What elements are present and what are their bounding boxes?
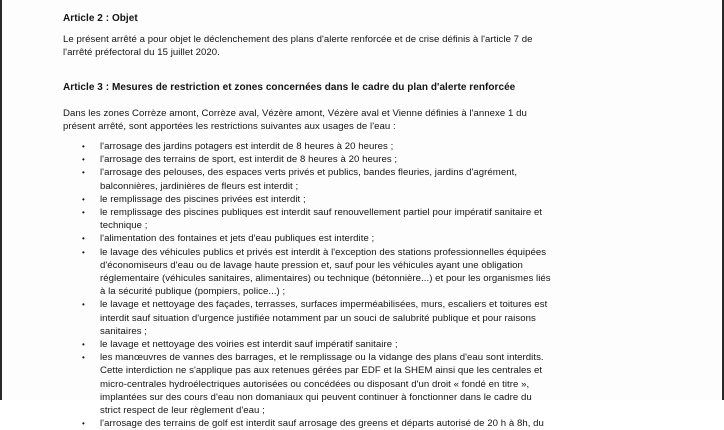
restriction-item-line: d'économiseurs d'eau ou de lavage haute pression et, sauf pour les véhicules ayant une obligation (100, 259, 523, 271)
article-3-intro-line: Dans les zones Corrèze amont, Corrèze aval, Vézère amont, Vézère aval et Vienne définies à l'annexe 1 du (63, 108, 527, 119)
restriction-item-line: les manœuvres de vannes des barrages, et le remplissage ou la vidange des plans d'eau sont interdits. (100, 352, 544, 364)
restriction-item (82, 298, 602, 338)
restriction-item-line: sanitaires ; (100, 325, 147, 337)
bullet-icon: • (82, 419, 85, 429)
restriction-list (82, 140, 602, 430)
restriction-item-line: Cette interdiction ne s'applique pas aux retenues gérées par EDF et la SHEM ainsi que les centrales et (100, 365, 543, 377)
restriction-item-line: implantées sur des cours d'eau non domaniaux qui peuvent continuer à fonctionner dans le cadre du (100, 391, 532, 403)
bullet-icon: • (82, 234, 85, 244)
restriction-item (82, 193, 602, 206)
article-2-heading: Article 2 : Objet (63, 13, 138, 24)
restriction-item-line: l'arrosage des terrains de sport, est interdit de 8 heures à 20 heures ; (100, 154, 398, 166)
article-2-text (63, 33, 563, 59)
restriction-item (82, 351, 602, 417)
bullet-icon: • (82, 194, 85, 204)
restriction-item (82, 153, 602, 166)
restriction-item (82, 166, 602, 192)
bullet-icon: • (82, 208, 85, 218)
restriction-item-line: réglementaire (véhicules sanitaires, alimentaires) ou technique (bétonnière...) et pour les organismes liés (100, 273, 551, 285)
restriction-item (82, 338, 602, 351)
restriction-item-line: le remplissage des piscines privées est interdit ; (100, 193, 306, 205)
article-2-line: Le présent arrêté a pour objet le déclenchement des plans d'alerte renforcée et de crise définis à l'article 7 de (63, 34, 533, 45)
restriction-item-line: strict respect de leur règlement d'eau ; (100, 405, 265, 417)
restriction-item-line: l'alimentation des fontaines et jets d'eau publiques est interdite ; (100, 233, 375, 245)
restriction-item-line: l'arrosage des terrains de golf est interdit sauf arrosage des greens et départs autorisé de 20 h à 8h, du (100, 418, 544, 430)
scan-left-edge (0, 0, 2, 400)
restriction-item-line: micro-centrales hydroélectriques autorisées ou concédées ou disposant d'un droit « fondé en titre », (100, 378, 530, 390)
article-3-intro-line: présent arrêté, sont apportées les restrictions suivantes aux usages de l'eau : (63, 121, 396, 133)
restriction-item-line: le lavage des véhicules publics et privés est interdit à l'exception des stations professionnelles équipées (100, 246, 547, 258)
restriction-item-line: le lavage et nettoyage des façades, terrasses, surfaces imperméabilisées, murs, escaliers et toitures est (100, 299, 548, 311)
restriction-item-line: l'arrosage des pelouses, des espaces verts privés et publics, bandes fleuries, jardins d'agrément, (100, 167, 518, 179)
restriction-item (82, 417, 602, 430)
restriction-item-line: à la sécurité publique (pompiers, police...) ; (100, 286, 286, 298)
bullet-icon: • (82, 247, 85, 257)
bullet-icon: • (82, 142, 85, 151)
bullet-icon: • (82, 353, 85, 363)
article-2-line: l'arrêté préfectoral du 15 juillet 2020. (63, 47, 220, 59)
bullet-icon: • (82, 168, 85, 178)
bullet-icon: • (82, 155, 85, 165)
restriction-item-line: balconnières, jardinières de fleurs est interdit ; (100, 180, 299, 192)
restriction-item-line: l'arrosage des jardins potagers est interdit de 8 heures à 20 heures ; (100, 141, 394, 152)
article-3-heading: Article 3 : Mesures de restriction et zones concernées dans le cadre du plan d'alerte renforcée (63, 82, 516, 93)
restriction-item-line: le lavage et nettoyage des voiries est interdit sauf impératif sanitaire ; (100, 339, 398, 351)
restriction-item-line: interdit sauf situation d'urgence justifiée notamment par un souci de salubrité publique et pour raisons (100, 312, 536, 324)
restriction-item (82, 206, 602, 232)
restriction-item (82, 140, 602, 153)
restriction-item-line: le remplissage des piscines publiques est interdit sauf renouvellement partiel pour impératif sanitaire et (100, 207, 543, 219)
bullet-icon: • (82, 300, 85, 310)
restriction-item-line: technique ; (100, 220, 148, 232)
bullet-icon: • (82, 340, 85, 350)
restriction-item (82, 232, 602, 245)
article-3-intro (63, 107, 563, 133)
restriction-item (82, 246, 602, 299)
